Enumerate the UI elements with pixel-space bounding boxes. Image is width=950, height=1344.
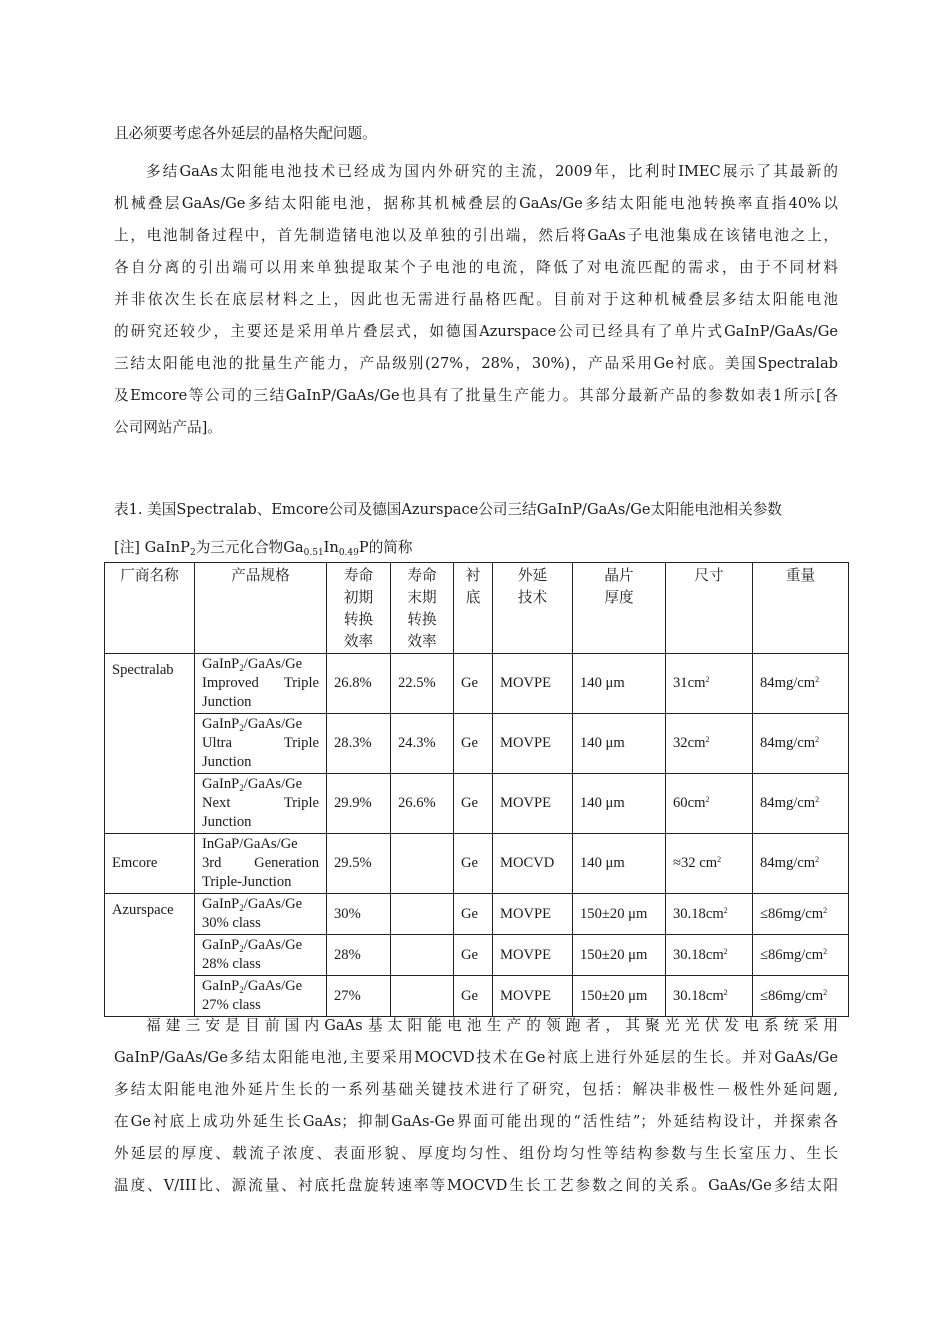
parameters-table (104, 562, 849, 1017)
cell-eol (391, 894, 454, 935)
text-line: 上，电池制备过程中，首先制造锗电池以及单独的引出端，然后将GaAs子电池集成在该锗电池之上， (114, 227, 838, 244)
cell-product: GaInP$_2$/GaAs/Ge 28% class (195, 935, 327, 976)
cell-substrate: Ge (454, 834, 493, 894)
header-epi-tech: 外延 技术 (493, 563, 573, 654)
table-row (105, 935, 849, 976)
text-line: 在Ge衬底上成功外延生长GaAs；抑制GaAs-Ge界面可能出现的“活性结”；外延结构设计，并探索各 (114, 1113, 838, 1130)
cell-eol (391, 834, 454, 894)
table-row (105, 654, 849, 714)
cell-eol (391, 935, 454, 976)
cell-thickness: 140 μm (573, 654, 666, 714)
cell-epi: MOVPE (493, 935, 573, 976)
text-line: GaInP/GaAs/Ge多结太阳能电池,主要采用MOCVD技术在Ge衬底上进行外延层的生长。并对GaAs/Ge (114, 1049, 838, 1066)
cell-substrate: Ge (454, 774, 493, 834)
cell-epi: MOVPE (493, 654, 573, 714)
body-paragraph-1 (114, 156, 838, 444)
cell-weight: $\le 86mg/cm^2$ (753, 976, 849, 1017)
cell-weight: $84mg/cm^2$ (753, 774, 849, 834)
cell-product: InGaP/GaAs/Ge 3rd Generation Triple-Junction (195, 834, 327, 894)
text-line: 各自分离的引出端可以用来单独提取某个子电池的电流，降低了对电流匹配的需求，由于不同材料 (114, 259, 838, 276)
text-line: 公司网站产品]。 (114, 419, 222, 436)
cell-thickness: 150±20 μm (573, 976, 666, 1017)
cell-maker: Azurspace (105, 894, 195, 1017)
table-caption: 表1. 美国Spectralab、Emcore公司及德国Azurspace公司三结GaInP/GaAs/Ge太阳能电池相关参数 (114, 501, 782, 518)
cell-bol: 28% (327, 935, 391, 976)
cell-bol: 26.8% (327, 654, 391, 714)
header-size: 尺寸 (666, 563, 753, 654)
text-line: 并非依次生长在底层材料之上，因此也无需进行晶格匹配。目前对于这种机械叠层多结太阳能电池 (114, 291, 838, 308)
cell-size: $31cm^2$ (666, 654, 753, 714)
text-line: 多结GaAs太阳能电池技术已经成为国内外研究的主流，2009年，比利时IMEC展示了其最新的 (146, 163, 838, 180)
header-product: 产品规格 (195, 563, 327, 654)
table-row (105, 894, 849, 935)
intro-paragraph (114, 118, 838, 150)
cell-thickness: 150±20 μm (573, 894, 666, 935)
cell-product: GaInP$_2$/GaAs/Ge 27% class (195, 976, 327, 1017)
text-line: 温度、V/III比、源流量、衬底托盘旋转速率等MOCVD生长工艺参数之间的关系。GaAs/Ge多结太阳 (114, 1177, 838, 1194)
header-wafer-thickness: 晶片 厚度 (573, 563, 666, 654)
cell-size: $30.18cm^2$ (666, 935, 753, 976)
cell-substrate: Ge (454, 714, 493, 774)
cell-size: $30.18cm^2$ (666, 976, 753, 1017)
cell-bol: 27% (327, 976, 391, 1017)
cell-weight: $\le 86mg/cm^2$ (753, 935, 849, 976)
cell-epi: MOVPE (493, 894, 573, 935)
cell-bol: 29.9% (327, 774, 391, 834)
cell-bol: 29.5% (327, 834, 391, 894)
cell-eol: 24.3% (391, 714, 454, 774)
cell-maker: Emcore (105, 834, 195, 894)
cell-product: GaInP$_2$/GaAs/Ge Ultra Triple Junction (195, 714, 327, 774)
table-note: [注] GaInP$_2$为三元化合物$Ga_{0.51}In_{0.49}P$的简称 (114, 539, 413, 558)
cell-substrate: Ge (454, 935, 493, 976)
cell-substrate: Ge (454, 976, 493, 1017)
text-line: 且必须要考虑各外延层的晶格失配问题。 (114, 125, 377, 142)
cell-epi: MOCVD (493, 834, 573, 894)
table-row (105, 834, 849, 894)
header-weight: 重量 (753, 563, 849, 654)
text-line: 机械叠层GaAs/Ge多结太阳能电池，据称其机械叠层的GaAs/Ge多结太阳能电池转换率直指40%以 (114, 195, 838, 212)
cell-bol: 30% (327, 894, 391, 935)
cell-size: $32cm^2$ (666, 714, 753, 774)
body-paragraph-2 (114, 1010, 838, 1202)
table-row (105, 714, 849, 774)
cell-weight: $84mg/cm^2$ (753, 714, 849, 774)
table-row (105, 774, 849, 834)
cell-thickness: 150±20 μm (573, 935, 666, 976)
cell-epi: MOVPE (493, 774, 573, 834)
cell-weight: $84mg/cm^2$ (753, 834, 849, 894)
cell-thickness: 140 μm (573, 834, 666, 894)
cell-substrate: Ge (454, 894, 493, 935)
cell-weight: $84mg/cm^2$ (753, 654, 849, 714)
cell-thickness: 140 μm (573, 714, 666, 774)
cell-epi: MOVPE (493, 976, 573, 1017)
cell-eol: 26.6% (391, 774, 454, 834)
cell-size: ≈32 $cm^2$ (666, 834, 753, 894)
cell-size: $30.18cm^2$ (666, 894, 753, 935)
cell-thickness: 140 μm (573, 774, 666, 834)
cell-weight: $\le 86mg/cm^2$ (753, 894, 849, 935)
text-line: 及Emcore等公司的三结GaInP/GaAs/Ge也具有了批量生产能力。其部分最新产品的参数如表1所示[各 (114, 387, 838, 404)
cell-product: GaInP$_2$/GaAs/Ge Next Triple Junction (195, 774, 327, 834)
cell-product: GaInP$_2$/GaAs/Ge Improved Triple Junction (195, 654, 327, 714)
cell-size: $60cm^2$ (666, 774, 753, 834)
cell-epi: MOVPE (493, 714, 573, 774)
header-eol-efficiency: 寿命 末期 转换 效率 (391, 563, 454, 654)
text-line: 外延层的厚度、载流子浓度、表面形貌、厚度均匀性、组份均匀性等结构参数与生长室压力、生长 (114, 1145, 838, 1162)
text-line: 的研究还较少，主要还是采用单片叠层式，如德国Azurspace公司已经具有了单片式GaInP/GaAs/Ge (114, 323, 838, 340)
text-line: 三结太阳能电池的批量生产能力，产品级别(27%，28%，30%)，产品采用Ge衬底。美国Spectralab (114, 355, 838, 372)
text-line: 多结太阳能电池外延片生长的一系列基础关键技术进行了研究，包括：解决非极性－极性外延问题, (114, 1081, 838, 1098)
cell-bol: 28.3% (327, 714, 391, 774)
cell-product: GaInP$_2$/GaAs/Ge 30% class (195, 894, 327, 935)
header-maker: 厂商名称 (105, 563, 195, 654)
header-substrate: 衬 底 (454, 563, 493, 654)
cell-maker: Spectralab (105, 654, 195, 834)
header-bol-efficiency: 寿命 初期 转换 效率 (327, 563, 391, 654)
text-line: 福建三安是目前国内GaAs基太阳能电池生产的领跑者，其聚光光伏发电系统采用 (146, 1017, 838, 1034)
cell-substrate: Ge (454, 654, 493, 714)
cell-eol: 22.5% (391, 654, 454, 714)
table-header-row (105, 563, 849, 654)
